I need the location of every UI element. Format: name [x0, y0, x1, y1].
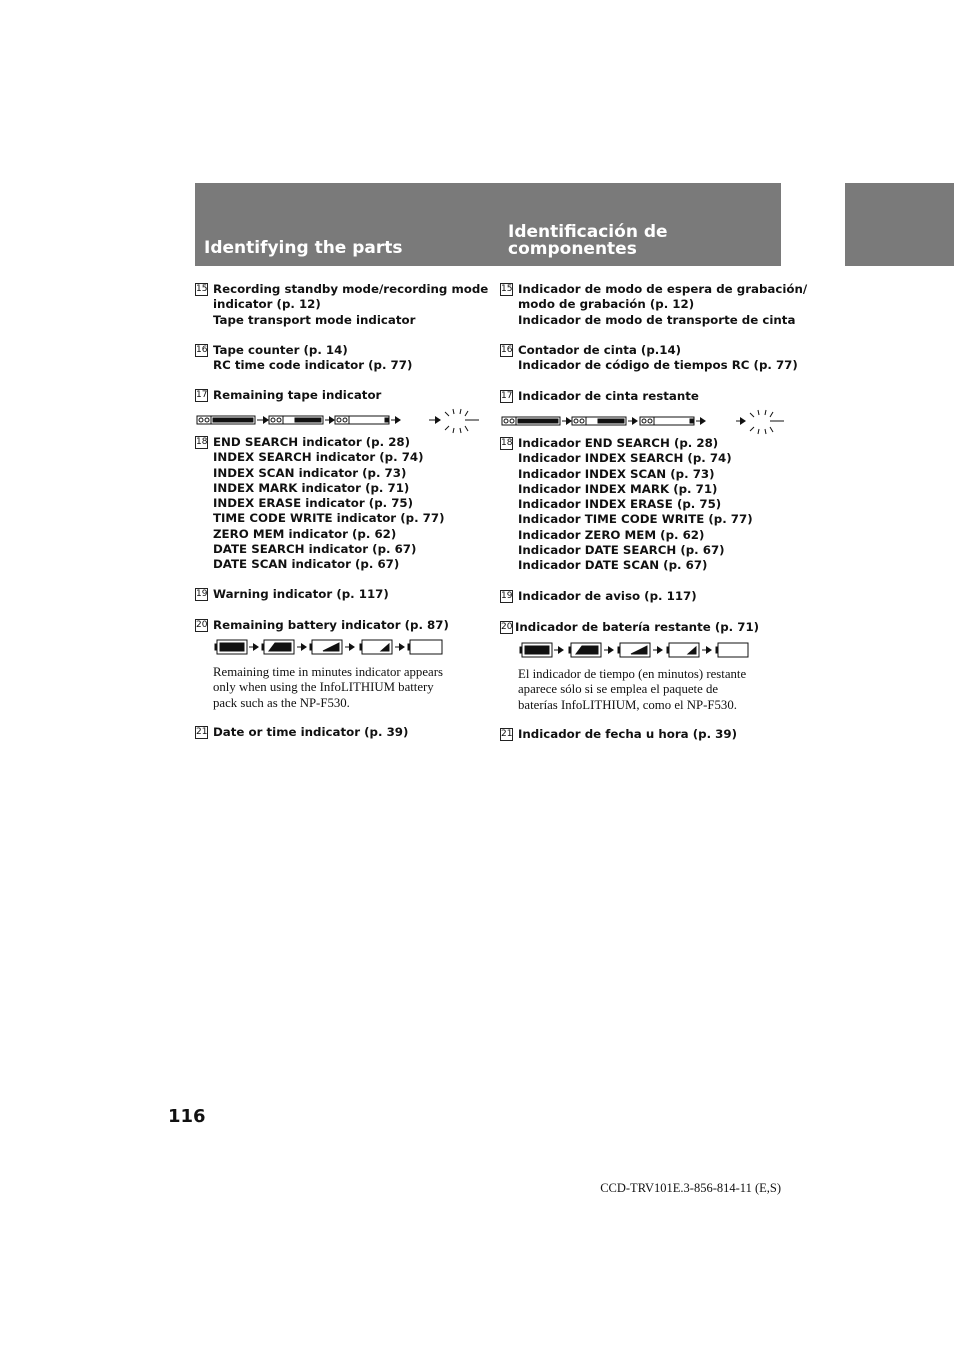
side-tab: [845, 183, 954, 266]
note-line: El indicador de tiempo (en minutos) restante: [518, 667, 747, 681]
item-number: 21: [196, 727, 208, 737]
header-band: [195, 183, 781, 266]
item-line: INDEX ERASE indicator (p. 75): [213, 496, 414, 511]
item-number: 21: [501, 729, 513, 739]
note-line: only when using the InfoLITHIUM battery: [213, 680, 434, 695]
battery-icon-full: [520, 643, 552, 657]
item-line: TIME CODE WRITE indicator (p. 77): [213, 511, 445, 526]
arrow-right-icon: [395, 643, 405, 651]
item-number: 15: [501, 284, 513, 294]
tape-icon-low: [335, 416, 389, 424]
battery-note: [213, 665, 483, 711]
item-line: Indicador TIME CODE WRITE (p. 77): [518, 512, 753, 527]
arrow-right-icon: [604, 646, 614, 654]
note-line: pack such as the NP-F530.: [213, 695, 350, 710]
item-number: 16: [501, 345, 513, 355]
battery-note: [518, 667, 788, 713]
item-line: Contador de cinta (p.14): [518, 343, 682, 357]
item-line: indicator (p. 12): [213, 297, 321, 312]
arrow-right-icon: [562, 417, 572, 425]
note-line: Remaining time in minutes indicator appears: [213, 665, 443, 679]
item-number: 20: [196, 620, 208, 630]
item-line: Remaining battery indicator (p. 87): [213, 618, 449, 632]
item-line: Indicador DATE SEARCH (p. 67): [518, 543, 725, 558]
item-line: Indicador de cinta restante: [518, 389, 699, 403]
item-line: Indicador de aviso (p. 117): [518, 589, 697, 603]
arrow-right-icon: [249, 643, 259, 651]
item-number: 20: [501, 622, 513, 632]
remaining-tape-icon-sequence: [500, 409, 786, 439]
battery-icon-empty: [716, 643, 748, 657]
item-line: INDEX MARK indicator (p. 71): [213, 480, 410, 495]
item-number: 19: [501, 591, 513, 601]
section-title-spanish-line1: Identificación de: [508, 222, 668, 242]
battery-icon-high: [262, 640, 294, 654]
item-line: RC time code indicator (p. 77): [213, 358, 413, 373]
item-line: Indicador ZERO MEM (p. 62): [518, 527, 705, 542]
page-number: 116: [168, 1106, 206, 1127]
item-number: 15: [196, 284, 208, 294]
item-line: DATE SEARCH indicator (p. 67): [213, 542, 417, 557]
note-line: baterías InfoLITHIUM, como el NP-F530.: [518, 697, 737, 712]
item-number: 17: [196, 390, 208, 400]
item-line: Tape transport mode indicator: [213, 312, 416, 327]
item-line: Indicador DATE SCAN (p. 67): [518, 558, 708, 573]
arrow-right-icon: [257, 416, 269, 424]
flashing-tape-icon: [750, 410, 784, 434]
arrow-right-icon: [429, 416, 441, 424]
item-line: Indicador INDEX SEARCH (p. 74): [518, 451, 732, 466]
item-line: Warning indicator (p. 117): [213, 587, 389, 601]
battery-icon-empty: [408, 640, 442, 654]
item-line: Tape counter (p. 14): [213, 343, 348, 357]
tape-icon-full: [502, 417, 560, 425]
arrow-right-icon: [653, 646, 663, 654]
item-line: Indicador de código de tiempos RC (p. 77): [518, 358, 798, 373]
item-line: modo de grabación (p. 12): [518, 297, 695, 312]
item-line: Indicador INDEX ERASE (p. 75): [518, 497, 722, 512]
remaining-battery-icon-sequence: [213, 638, 473, 658]
item-line: ZERO MEM indicator (p. 62): [213, 526, 397, 541]
flashing-tape-icon: [445, 409, 479, 433]
battery-icon-medium: [618, 643, 650, 657]
item-line: Indicador de modo de transporte de cinta: [518, 312, 796, 327]
tape-icon-half: [269, 416, 323, 424]
remaining-battery-icon-sequence: [518, 641, 778, 661]
footer-code: CCD-TRV101E.3-856-814-11 (E,S): [600, 1181, 781, 1195]
arrow-right-icon: [297, 643, 307, 651]
item-line: Indicador de batería restante (p. 71): [515, 620, 760, 634]
arrow-right-icon: [696, 417, 706, 425]
battery-icon-medium: [310, 640, 342, 654]
item-line: Indicador INDEX SCAN (p. 73): [518, 466, 715, 481]
section-title-english: Identifying the parts: [204, 238, 403, 258]
arrow-right-icon: [628, 417, 638, 425]
battery-icon-full: [215, 640, 247, 654]
item-number: 18: [501, 438, 513, 448]
item-line: Indicador END SEARCH (p. 28): [518, 436, 719, 450]
item-line: Recording standby mode/recording mode: [213, 282, 489, 296]
tape-icon-half: [572, 417, 626, 425]
arrow-right-icon: [554, 646, 564, 654]
item-line: Indicador de modo de espera de grabación/: [518, 282, 808, 296]
item-number: 18: [196, 437, 208, 447]
arrow-right-icon: [325, 416, 335, 424]
battery-icon-low: [360, 640, 392, 654]
item-number: 19: [196, 589, 208, 599]
item-line: INDEX SEARCH indicator (p. 74): [213, 450, 424, 465]
arrow-right-icon: [391, 416, 401, 424]
tape-icon-low: [640, 417, 694, 425]
item-line: INDEX SCAN indicator (p. 73): [213, 465, 407, 480]
arrow-right-icon: [702, 646, 712, 654]
remaining-tape-icon-sequence: [195, 408, 485, 438]
battery-icon-low: [667, 643, 699, 657]
item-line: Remaining tape indicator: [213, 388, 382, 402]
item-number: 16: [196, 345, 208, 355]
battery-icon-high: [569, 643, 601, 657]
note-line: aparece sólo si se emplea el paquete de: [518, 682, 719, 697]
section-title-spanish-line2: componentes: [508, 239, 637, 259]
arrow-right-icon: [345, 643, 355, 651]
item-line: Date or time indicator (p. 39): [213, 725, 409, 739]
arrow-right-icon: [736, 417, 746, 425]
item-line: DATE SCAN indicator (p. 67): [213, 557, 400, 572]
item-line: Indicador INDEX MARK (p. 71): [518, 481, 718, 496]
item-line: END SEARCH indicator (p. 28): [213, 435, 411, 449]
item-number: 17: [501, 391, 513, 401]
tape-icon-full: [197, 416, 255, 424]
item-line: Indicador de fecha u hora (p. 39): [518, 727, 737, 741]
